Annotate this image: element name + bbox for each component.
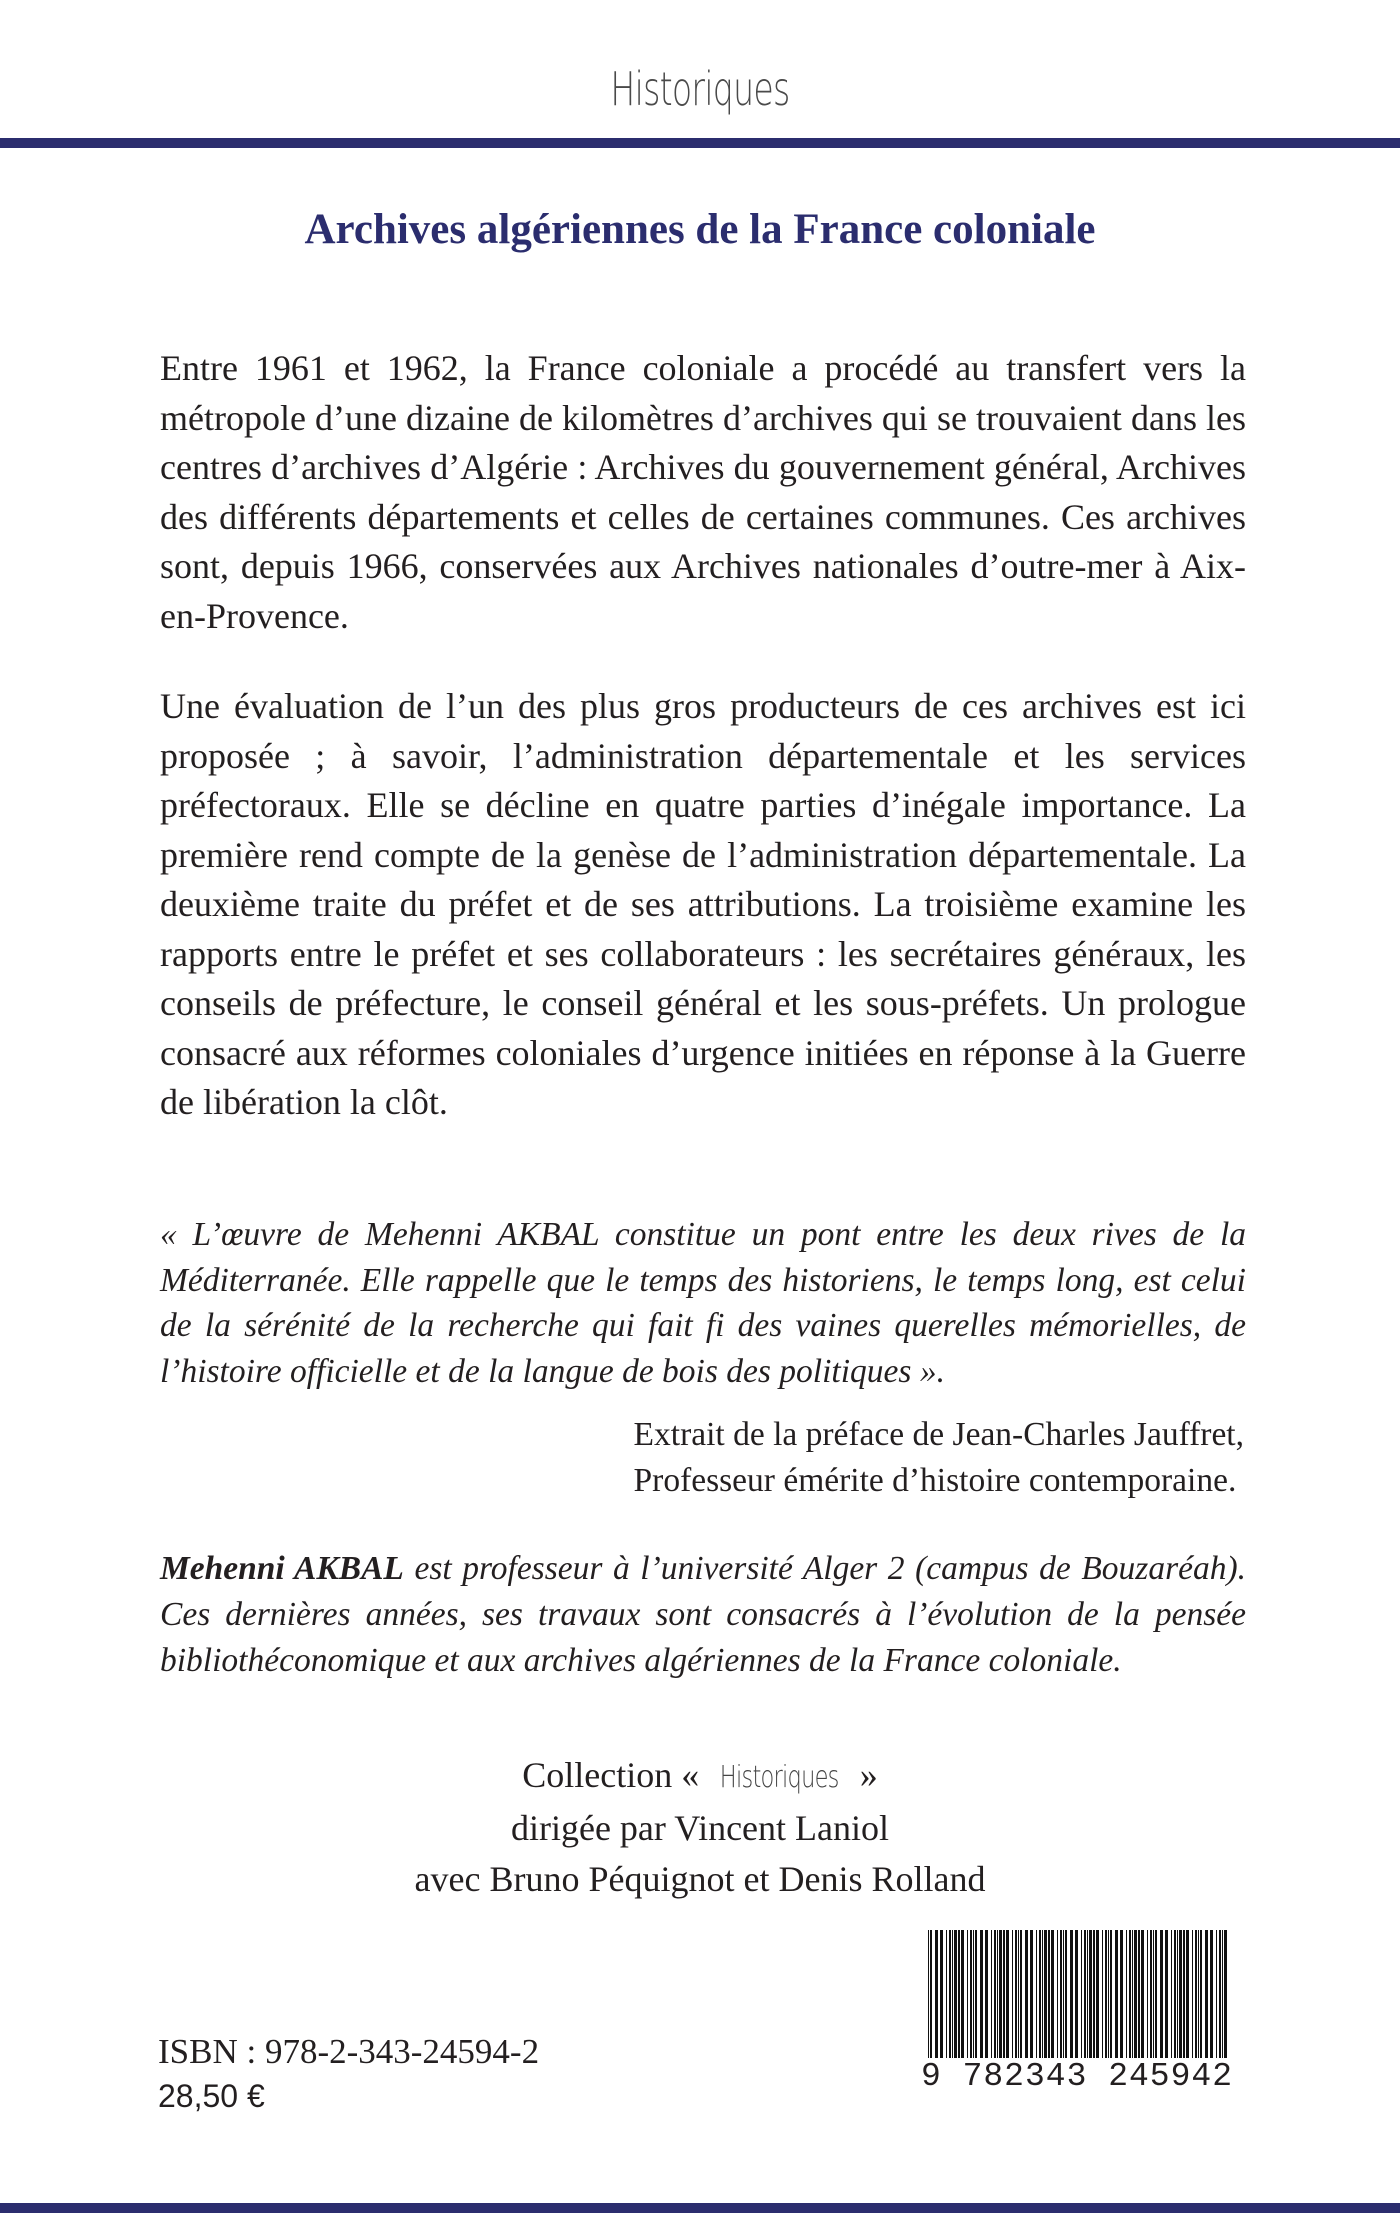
barcode-bar — [967, 1930, 968, 2062]
author-name: Mehenni AKBAL — [160, 1550, 404, 1587]
summary-paragraph-2 — [160, 682, 1246, 1128]
barcode-bar — [999, 1930, 1002, 2062]
barcode-bar — [1205, 1930, 1208, 2062]
barcode-bar — [1216, 1930, 1217, 2062]
quote-attribution — [634, 1412, 1244, 1504]
barcode-bar — [1070, 1930, 1073, 2062]
barcode-bar — [1160, 1930, 1163, 2062]
barcode-bar — [961, 1930, 964, 2062]
isbn: ISBN : 978-2-343-24594-2 — [158, 2032, 540, 2071]
barcode-bar — [1147, 1930, 1148, 2062]
barcode-bar — [1183, 1930, 1185, 2062]
barcode-bar — [1171, 1930, 1172, 2062]
barcode-bar — [1060, 1930, 1062, 2062]
summary-text-2: Une évaluation de l’un des plus gros producteurs de ces archives est ici proposée ; à savoir, l’administration départementale et les services préfectoraux. Elle se décline en quatre parties d’inégale importance. La première rend compte de la genèse de l’administration départementale. La deuxième traite du préfet et de ses attributions. La troisième examine les rapports entre le préfet et ses collaborateurs : les secrétaires généraux, les conseils de préfecture, le conseil général et les sous-préfets. Un prologue consacré aux réformes coloniales d’urgence initiées en réponse à la Guerre de libération la clôt. — [160, 686, 1246, 1122]
price: 28,50 € — [158, 2078, 265, 2114]
collection-prefix: Collection « — [522, 1755, 700, 1795]
book-title: Archives algériennes de la France coloniale — [304, 206, 1096, 253]
barcode-bar — [1195, 1930, 1197, 2062]
barcode-bar — [1102, 1930, 1103, 2062]
collection-series-logo: Historiques — [720, 1760, 839, 1795]
barcode-bar — [1155, 1930, 1157, 2062]
barcode-bar — [1174, 1930, 1176, 2062]
barcode-bar — [991, 1930, 992, 2062]
barcode-bar — [1134, 1930, 1137, 2062]
barcode-bar — [1198, 1930, 1199, 2062]
series-logo: Historiques — [610, 62, 790, 116]
barcode-bar — [1018, 1930, 1019, 2062]
barcode-bar — [928, 1930, 929, 2062]
barcode-bar — [980, 1930, 983, 2062]
barcode-bar — [1126, 1930, 1127, 2062]
barcode-bar — [1138, 1930, 1140, 2062]
barcode-bar — [1065, 1930, 1067, 2062]
attribution-line-1: Extrait de la préface de Jean-Charles Jauffret, — [633, 1416, 1244, 1453]
barcode-bar — [1051, 1930, 1054, 2062]
barcode-bar — [1057, 1930, 1058, 2062]
barcode-bar — [1006, 1930, 1009, 2062]
barcode-bar — [1015, 1930, 1017, 2062]
summary-paragraph-1 — [160, 344, 1246, 641]
barcode-bar — [1177, 1930, 1178, 2062]
barcode-bar — [952, 1930, 953, 2062]
barcode-bar — [1110, 1930, 1112, 2062]
collection-line-1 — [0, 1750, 1400, 1803]
barcode-bar — [1089, 1930, 1092, 2062]
barcode-bar — [1141, 1930, 1144, 2062]
barcode-bar — [1048, 1930, 1050, 2062]
collection-suffix: » — [859, 1755, 878, 1795]
barcode-bar — [1132, 1930, 1133, 2062]
barcode-bar — [1120, 1930, 1123, 2062]
barcode-bar — [997, 1930, 998, 2062]
barcode-bar — [1003, 1930, 1005, 2062]
preface-quote: « L’œuvre de Mehenni AKBAL constitue un pont entre les deux rives de la Méditerranée. Elle rappelle que le temps des historiens, le temps long, est celui de la sérénité de la recherche qui fait fi des vaines querelles mémorielles, de l’histoire officielle et de la langue de bois des politiques ». — [160, 1216, 1246, 1390]
collection-line-3: avec Bruno Péquignot et Denis Rolland — [414, 1859, 986, 1899]
barcode-bar — [1192, 1930, 1193, 2062]
barcode-bar — [958, 1930, 960, 2062]
barcode-bar — [1153, 1930, 1154, 2062]
barcode-bar — [1179, 1930, 1182, 2062]
barcode-bar — [985, 1930, 988, 2062]
barcode-bar — [1025, 1930, 1028, 2062]
collection-credits — [0, 1750, 1400, 1905]
barcode-bar — [1186, 1930, 1189, 2062]
barcode-bar — [1115, 1930, 1118, 2062]
barcode-bar — [994, 1930, 996, 2062]
barcode-digits: 9 782343 245942 — [920, 2058, 1234, 2095]
summary-text-1: Entre 1961 et 1962, la France coloniale a procédé au transfert vers la métropole d’une dizaine de kilomètres d’archives qui se trouvaient dans les centres d’archives d’Algérie : Archives du gouvernement général, Archives des différents départements et celles de certaines communes. Ces archives sont, depuis 1966, conservées aux Archives nationales d’outre-mer à Aix-en-Provence. — [160, 348, 1246, 636]
barcode-bar — [1096, 1930, 1099, 2062]
barcode-bar — [1219, 1930, 1221, 2062]
barcode-bar — [930, 1930, 932, 2062]
barcode-bar — [940, 1930, 943, 2062]
author-bio-text: est professeur à l’université Alger 2 (campus de Bouzaréah). Ces dernières années, ses travaux sont consacrés à l’évolution de la pensée bibliothéconomique et aux archives algériennes de la France coloniale. — [160, 1550, 1247, 1679]
barcode-bar — [946, 1930, 947, 2062]
barcode-bar — [1129, 1930, 1131, 2062]
barcode-bar — [1042, 1930, 1043, 2062]
barcode-bar — [1224, 1930, 1227, 2062]
barcode-bar — [1020, 1930, 1022, 2062]
barcode-bar — [1036, 1930, 1037, 2062]
barcode — [920, 1930, 1234, 2100]
barcode-bar — [1030, 1930, 1033, 2062]
barcode-bar — [954, 1930, 957, 2062]
attribution-line-2: Professeur émérite d’histoire contemporaine. — [633, 1462, 1237, 1499]
barcode-bar — [1063, 1930, 1064, 2062]
barcode-bar — [1165, 1930, 1168, 2062]
barcode-bar — [1150, 1930, 1152, 2062]
top-rule — [0, 138, 1400, 148]
barcode-bar — [1039, 1930, 1041, 2062]
barcode-bar — [1012, 1930, 1013, 2062]
barcode-bar — [1210, 1930, 1213, 2062]
barcode-bars — [920, 1930, 1234, 2070]
barcode-bar — [1087, 1930, 1088, 2062]
barcode-bar — [1222, 1930, 1223, 2062]
barcode-bar — [1044, 1930, 1047, 2062]
barcode-bar — [1084, 1930, 1086, 2062]
barcode-bar — [1108, 1930, 1109, 2062]
author-bio — [160, 1546, 1246, 1684]
barcode-bar — [1081, 1930, 1082, 2062]
collection-line-2: dirigée par Vincent Laniol — [510, 1808, 890, 1848]
barcode-bar — [1075, 1930, 1078, 2062]
barcode-bar — [975, 1930, 977, 2062]
barcode-bar — [1093, 1930, 1095, 2062]
barcode-bar — [1105, 1930, 1107, 2062]
barcode-bar — [1200, 1930, 1202, 2062]
barcode-bar — [973, 1930, 974, 2062]
barcode-bar — [949, 1930, 951, 2062]
bottom-rule — [0, 2203, 1400, 2213]
barcode-bar — [935, 1930, 938, 2062]
barcode-bar — [970, 1930, 972, 2062]
